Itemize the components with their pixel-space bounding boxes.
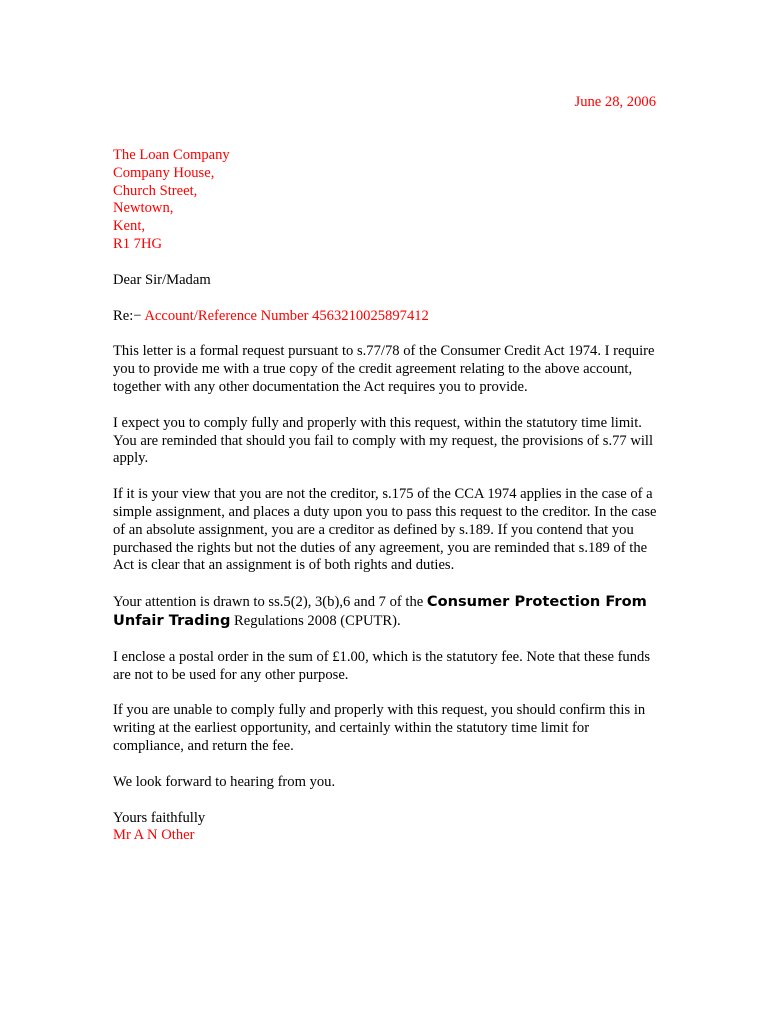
paragraph-unable: If you are unable to comply fully and properly with this request, you should confirm this in writing at the earliest opportunity, and certainly within the statutory time limit for compliance, and return the fee. — [113, 702, 646, 754]
paragraph-closing-remark: We look forward to hearing from you. — [113, 773, 336, 790]
letter-date: June 28, 2006 — [574, 94, 656, 110]
reference-number: Account/Reference Number 4563210025897412 — [144, 307, 429, 324]
signature: Mr A N Other — [113, 827, 195, 844]
salutation: Dear Sir/Madam — [113, 271, 211, 288]
address-line: Company House, — [113, 164, 215, 181]
address-line: Church Street, — [113, 182, 198, 199]
regulations-text-before: Your attention is drawn to ss.5(2), 3(b),6 and 7 of the — [113, 594, 427, 611]
regulations-title: Consumer Protection From Unfair Trading — [113, 593, 647, 629]
closing: Yours faithfully — [113, 809, 206, 826]
regulations-text-after: Regulations 2008 (CPUTR). — [230, 612, 401, 629]
paragraph-creditor: If it is your view that you are not the creditor, s.175 of the CCA 1974 applies in the case of a simple assignment, and places a duty upon you to pass this request to the creditor. In the case of an absolute assignment, you are a creditor as defined by s.189. If you contend that you purchased the rights but not the duties of any agreement, you are reminded that s.189 of the Act is clear that an assignment is of both rights and duties. — [113, 486, 657, 574]
address-line: Newtown, — [113, 200, 174, 217]
paragraph-fee: I enclose a postal order in the sum of £1.00, which is the statutory fee. Note that these funds are not to be used for any other purpose. — [113, 648, 650, 683]
recipient-address — [113, 147, 658, 254]
reference-prefix: Re:− — [113, 307, 145, 324]
address-line: Kent, — [113, 218, 146, 235]
address-line: The Loan Company — [113, 147, 230, 163]
paragraph-regulations — [113, 593, 658, 631]
paragraph-request: This letter is a formal request pursuant to s.77/78 of the Consumer Credit Act 1974. I require you to provide me with a true copy of the credit agreement relating to the above account, together with any other documentation the Act requires you to provide. — [113, 343, 655, 395]
paragraph-compliance: I expect you to comply fully and properly with this request, within the statutory time limit. You are reminded that should you fail to comply with my request, the provisions of s.77 will apply. — [113, 414, 654, 467]
reference-line — [113, 308, 658, 326]
letter-body — [113, 147, 658, 845]
address-line: R1 7HG — [113, 235, 163, 252]
